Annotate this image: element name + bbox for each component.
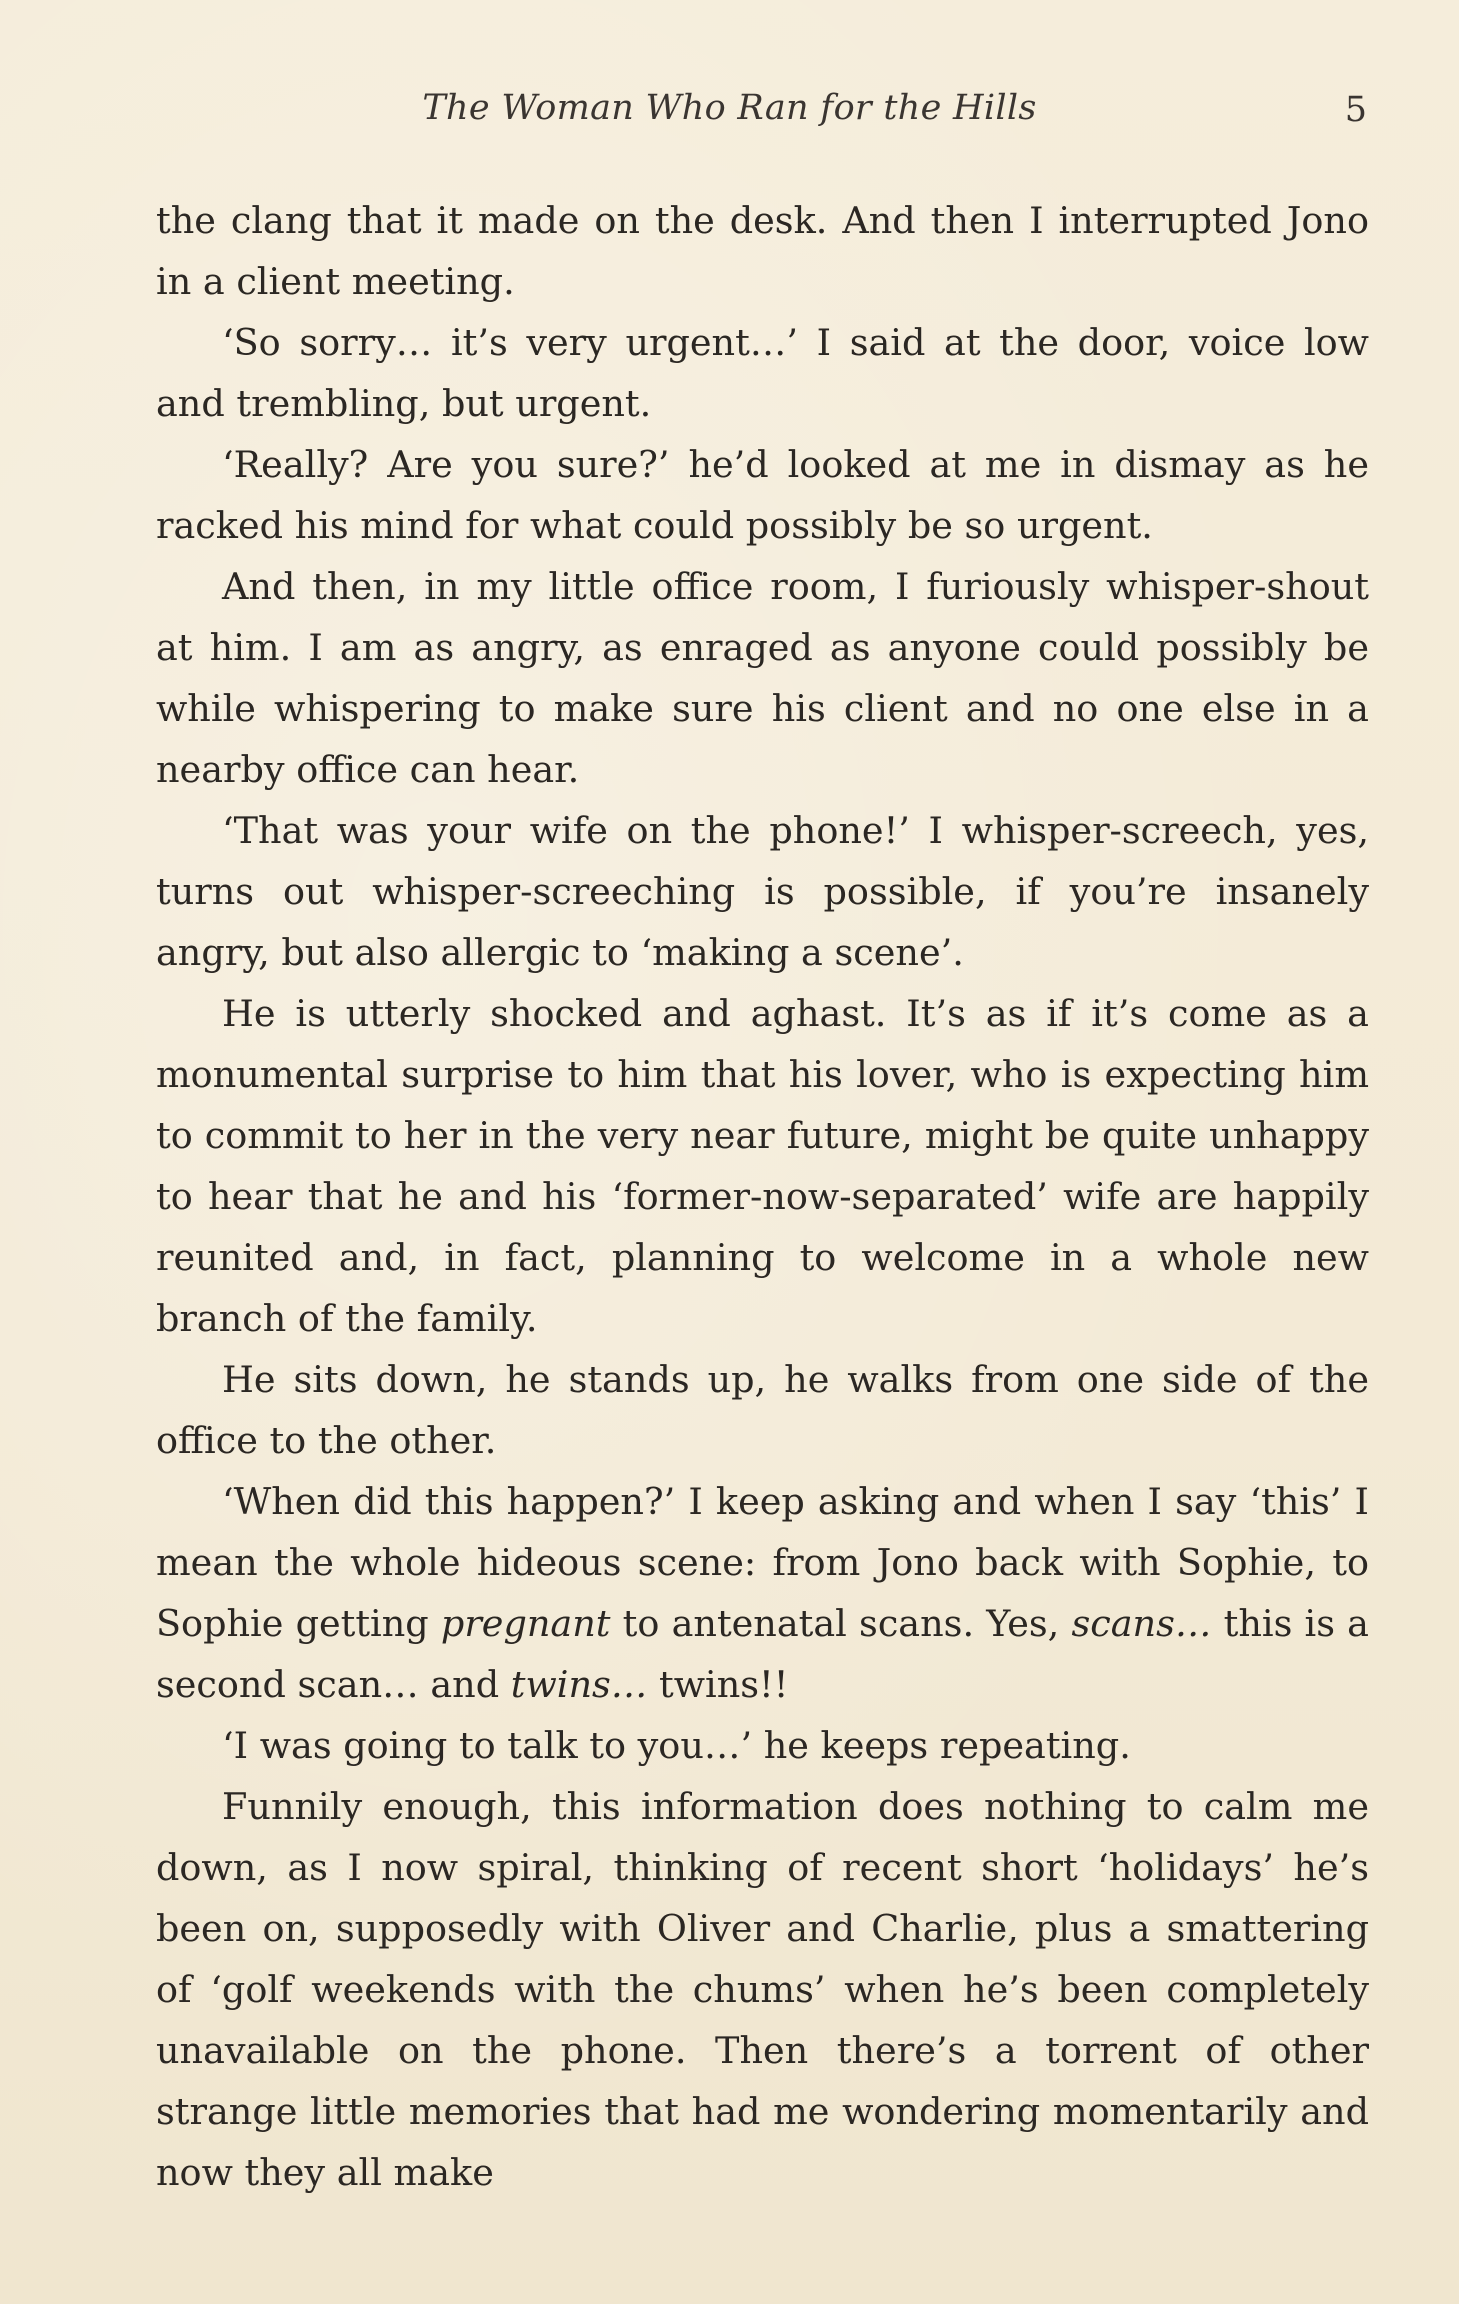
paragraph	[156, 1349, 1369, 1471]
text-run: He is utterly shocked and aghast. It’s as if it’s come as a monumental surprise to him that his lover, who is expecting him to commit to her in the very near future, might be quite unhappy to hear that he and his ‘former-now-separated’ wife are happily reunited and, in fact, planning to welcome in a whole new branch of the family.	[156, 992, 1369, 1340]
text-run: ‘When did this happen?’ I keep asking and when I say ‘this’ I mean the whole hideous scene: from Jono back with Sophie, to Sophie getting	[156, 1480, 1369, 1645]
text-run: And then, in my little office room, I furiously whisper-shout at him. I am as angry, as enraged as anyone could possibly be while whispering to make sure his client and no one else in a nearby office can hear.	[156, 565, 1369, 791]
text-run: the clang that it made on the desk. And then I interrupted Jono in a client meeting.	[156, 199, 1369, 303]
italic-text: pregnant	[440, 1602, 611, 1645]
italic-text: twins…	[510, 1663, 648, 1706]
paragraph	[156, 983, 1369, 1349]
text-run: ‘That was your wife on the phone!’ I whisper-screech, yes, turns out whisper-screeching is possible, if you’re insanely angry, but also allergic to ‘making a scene’.	[156, 809, 1369, 974]
text-run: twins!!	[647, 1663, 789, 1706]
paragraph	[156, 556, 1369, 800]
text-run: Funnily enough, this information does nothing to calm me down, as I now spiral, thinking of recent short ‘holidays’ he’s been on, supposedly with Oliver and Charlie, plus a smattering of ‘golf weekends with the chums’ when he’s been completely unavailable on the phone. Then there’s a torrent of other strange little memories that had me wondering momentarily and now they all make	[156, 1785, 1369, 2194]
body-text	[156, 190, 1369, 2203]
paragraph	[156, 434, 1369, 556]
text-run: this is a second scan… and	[156, 1602, 1369, 1706]
running-head	[0, 88, 1459, 138]
paragraph	[156, 312, 1369, 434]
text-run: ‘Really? Are you sure?’ he’d looked at me in dismay as he racked his mind for what could possibly be so urgent.	[156, 443, 1369, 547]
text-run: He sits down, he stands up, he walks from one side of the office to the other.	[156, 1358, 1369, 1462]
paragraph	[156, 190, 1369, 312]
text-run: ‘So sorry… it’s very urgent…’ I said at the door, voice low and trembling, but urgent.	[156, 321, 1369, 425]
page-number: 5	[1344, 90, 1367, 130]
text-run: ‘I was going to talk to you…’ he keeps repeating.	[222, 1724, 1131, 1767]
text-run: to antenatal scans. Yes,	[610, 1602, 1072, 1645]
paragraph	[156, 1471, 1369, 1715]
paragraph	[156, 800, 1369, 983]
paragraph	[156, 1776, 1369, 2203]
italic-text: scans…	[1071, 1602, 1212, 1645]
paragraph	[156, 1715, 1369, 1776]
running-title: The Woman Who Ran for the Hills	[422, 88, 1037, 128]
